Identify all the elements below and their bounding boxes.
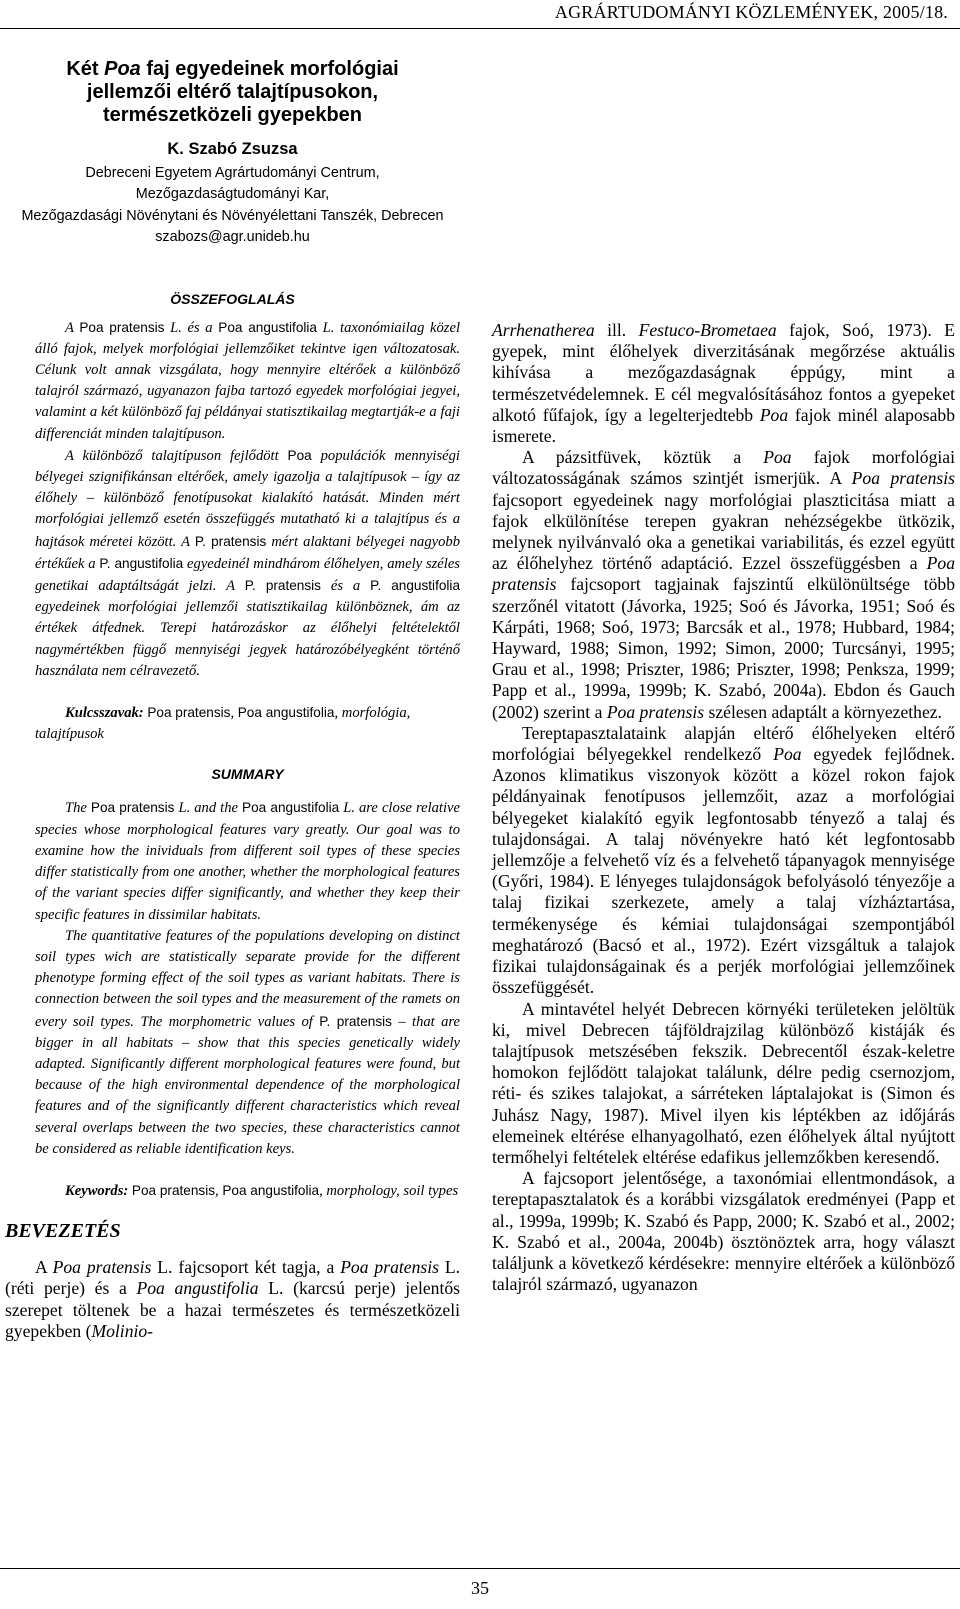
intro-heading: BEVEZETÉS — [5, 1220, 121, 1243]
affiliation-line: Mezőgazdasági Növénytani és Növényélettani Tanszék, Debrecen — [21, 207, 444, 224]
species-name: Poa pratensis — [851, 468, 955, 489]
taxon-name: Arrhenatherea — [492, 320, 595, 340]
species-name: P. pratensis — [194, 533, 267, 549]
body-paragraph: A fajcsoport jelentősége, a taxonómiai ellentmondások, a tereptapasztalatok és a korábbi vizsgálatok eredményei (Papp et al., 1999a, 1999b; K. Szabó és Papp, 2000; K. Szabó et al., 2002; K. Szabó et al., 2004a, 2004b) ösztönöztek arra, hogy választ találjunk a következő kérdésekre: mennyire eltérőek a különböző talajról származó, ugyanazon — [492, 1168, 955, 1295]
title-text: faj egyedeinek morfológiai — [140, 58, 399, 80]
abstract-text: egyedeinél mindhárom élőhelyen, amely széles genetikai adaptáltságát jelzi. A — [35, 555, 460, 595]
summary-text: The — [65, 800, 91, 817]
summary-text: L. and the — [174, 800, 243, 817]
abstract-text: A különböző talajtípuson fejlődött — [65, 447, 288, 464]
taxon-name: Poa — [759, 404, 789, 425]
email-link[interactable]: szabozs@agr.unideb.hu — [155, 229, 310, 246]
species-name: Poa pratensis — [340, 1257, 439, 1278]
species-name: Poa angustifolia — [242, 800, 340, 816]
affiliation-line: Mezőgazdaságtudományi Kar, — [135, 186, 330, 203]
body-text: szélesen adaptált a környezethez. — [704, 701, 942, 722]
species-name: P. pratensis — [244, 578, 321, 594]
taxon-name: Molinio- — [91, 1320, 154, 1341]
summary-text: L. are close relative species whose morphological features vary greatly. Our goal was to examine how the inividuals from different soil types of these species differ statistically from one another, whether the morphological features of the variant species differ significantly, and whether they keep their specific features in dissimilar habitats. — [35, 800, 460, 923]
left-column — [5, 58, 460, 1342]
species-name: Poa pratensis — [90, 800, 175, 816]
abstract-text: populációk mennyiségi bélyegei szignifikánsan eltérőek, amely igazolja a talajtípusok – így az élőhely – különböző fenotípusokat kialakító hatását. Minden mért morfológiai jellemző esetén összefüggés mutatható ki a talajtípus és a hajtások méretei között. A — [35, 447, 460, 550]
keywords-label: Kulcsszavak: — [65, 705, 144, 722]
author-name: K. Szabó Zsuzsa — [167, 140, 298, 158]
keyword-sep: , — [230, 705, 238, 722]
right-column — [492, 320, 955, 1295]
body-text: egyedek fejlődnek. Azonos klimatikus viszonyok között a közel rokon fajok példányainak fenotípusos jellemzőit, azaz a morfológiai bélyegeket kialakító egyik legfontosabb tényező a talaj és tulajdonságai. A talaj növényekre ható két legfontosabb jellemzője a felvehető víz és a felvehető tápanyagok mennyisége (Győri, 1984). E lényeges tulajdonságok befolyásoló tényezője a talaj fizikai szerkezete, amely a talaj vízháztartása, termékenysége és kémiai tulajdonságai szempontjából meghatározó (Bacsó et al., 1972). Ezért vizsgáltuk a talajok fizikai tulajdonságainak és a perjék morfológiai jellemzőinek összefüggését. — [492, 744, 955, 998]
keyword-sep: , — [215, 1182, 223, 1199]
body-text: fajok morfológiai változatosságának számos szintjét ismerjük. A — [492, 447, 955, 489]
species-name: Poa — [287, 447, 312, 463]
keywords-label: Keywords: — [65, 1182, 129, 1199]
body-text: A pázsitfüvek, köztük a — [522, 447, 764, 468]
journal-header: AGRÁRTUDOMÁNYI KÖZLEMÉNYEK, 2005/18. — [554, 2, 948, 22]
species-name: Poa pratensis — [492, 553, 955, 595]
species-name: Poa pratensis — [52, 1257, 152, 1278]
body-text: fajok, Soó, 1973). E gyepek, mint élőhelyek diverzitásának megőrzése aktuális kihívása a mezőgazdaságnak éppúgy, mint a természetvédelemnek. E cél megvalósításához fontos a gyepeket alkotó fűfajok, így a legelterjedtebb — [492, 320, 955, 425]
header-divider — [0, 28, 960, 29]
abstract-heading: ÖSSZEFOGLALÁS — [170, 290, 295, 307]
article-title — [5, 58, 460, 127]
body-paragraph — [492, 447, 955, 723]
species-name: P. pratensis — [319, 1013, 392, 1029]
abstract-text: mért alaktani bélyegei nagyobb értékűek a — [35, 533, 460, 572]
intro-text: L. (karcsú perje) jelentős szerepet töltenek be a hazai természetes és természetközeli gyepekben ( — [5, 1278, 460, 1341]
abstract-text: A — [65, 319, 80, 336]
affiliation — [5, 163, 460, 249]
keyword: , morfológia, talajtípusok — [35, 705, 411, 743]
keyword: Poa pratensis — [147, 705, 231, 721]
title-line-3: természetközeli gyepekben — [103, 104, 362, 126]
body-text: Tereptapasztalataink alapján eltérő élőhelyeken eltérő morfológiai bélyegekkel rendelkező — [492, 722, 955, 765]
body-text: ill. — [594, 320, 639, 340]
body-text: fajcsoport tagjainak fajszintű elkülönültsége több szerzőnél vitatott (Jávorka, 1925; Soó és Jávorka, 1951; Soó és Kárpáti, 1968; Soó, 1973; Barcsák et al., 1978; Hubbard, 1984; Hayward, 1988; Simon, 1992; Simon, 2000; Turcsányi, 1995; Grau et al., 1998; Priszter, 1986; Priszter, 1998; Penksza, 1999; Papp et al., 1999a, 1999b; K. Szabó, 2004a). Ebdon és Gauch (2002) szerint a — [492, 574, 955, 722]
body-paragraph — [492, 723, 955, 999]
abstract-text: L. és a — [164, 319, 219, 336]
summary-text: The quantitative features of the populations developing on distinct soil types wich are statistically separate provide for the different phenotype forming effect of the soil types as variant habitats. There is connection between the soil types and the measurement of the ramets on every soil types. The morphometric values of — [35, 927, 460, 1030]
intro-text: L. fajcsoport két tagja, a — [151, 1257, 341, 1278]
abstract-text: és a — [320, 578, 371, 595]
species-name: Poa pratensis — [79, 319, 165, 335]
footer-divider — [0, 1568, 960, 1569]
title-genus: Poa — [104, 58, 141, 80]
species-name: P. angustifolia — [99, 555, 184, 571]
body-paragraph: A mintavétel helyét Debrecen környéki területeken jelöltük ki, mivel Debrecen tájföldrajzilag különböző kistáják és talajtípusok metszésében fekszik. Debrecentől észak-keletre homokon fejlődött talajokat találunk, délre pedig csernozjom, réti- és szikes talajokat, a sárréteken láptalajokat is (Simon és Juhász Nagy, 1987). Mivel ilyen kis léptékben az időjárás elemeinek eltérése elhanyagolható, ezen élőhelyek által nyújtott termőhelyi feltételek eltérése edafikus jellemzőkben keresendő. — [492, 998, 955, 1167]
abstract-text: egyedeinek morfológiai jellemzői statisztikailag különböznek, ám az értékek átfednek. Terepi határozáskor az élőhelyi feltételektől nagymértékben függő mennyiségi jegyek határozóbélyegként történő használata nem célravezető. — [35, 599, 460, 679]
keyword: Poa angustifolia — [222, 1182, 320, 1198]
intro-text: L. (réti perje) és a — [5, 1257, 460, 1299]
species-name: Poa pratensis — [606, 701, 705, 722]
summary-heading: SUMMARY — [211, 766, 284, 783]
keyword: Poa angustifolia — [237, 705, 335, 721]
title-line-2: jellemzői eltérő talajtípusokon, — [86, 81, 379, 103]
taxon-name: Poa — [763, 447, 792, 468]
taxon-name: Festuco-Brometaea — [638, 320, 777, 340]
body-text: fajok minél alaposabb ismerete. — [492, 404, 956, 447]
keyword: Poa pratensis — [131, 1182, 216, 1198]
taxon-name: Poa — [773, 744, 802, 765]
page-number: 35 — [471, 1578, 489, 1598]
species-name: P. angustifolia — [370, 578, 461, 594]
keyword: , morphology, soil types — [319, 1182, 459, 1199]
body-paragraph — [492, 320, 955, 447]
summary-text: – that are bigger in all habitats – show that this species genetically widely adapted. Significantly different morphological features were found, but because of the high environmental dependence of the morphological features and of the significantly different characteristics which reveal several overlaps between the two species, these characteristics cannot be considered as reliable identification keys. — [35, 1013, 461, 1157]
species-name: Poa angustifolia — [218, 319, 317, 335]
abstract-en — [35, 797, 460, 1159]
body-text: fajcsoport egyedeinek nagy morfológiai plaszticitása miatt a fajok elkülönítése terepen gyakran nehézségekbe ütközik, melynek nyilvánvaló oka a genetikai variabilitás, és ezzel együtt az élőhelyhez történő adaptáció. Ezzel összefüggésben a — [492, 489, 955, 574]
keywords-en — [35, 1180, 460, 1202]
title-text: Két — [66, 58, 105, 80]
affiliation-line: Debreceni Egyetem Agrártudományi Centrum, — [85, 165, 380, 181]
abstract-text: L. taxonómiailag közel álló fajok, melyek morfológiai jellemzőiket tekintve igen változatosak. Célunk volt annak vizsgálata, hogy mennyire eltérőek a különböző talajról származó, ugyanazon fajba tartozó egyedek morfológiai jegyei, valamint a két különböző faj példányai statisztikailag megtartják-e a faji differenciát minden talajtípuson. — [35, 319, 461, 442]
intro-paragraph — [5, 1257, 460, 1342]
abstract-hu — [35, 317, 460, 682]
keywords-hu — [35, 702, 460, 745]
intro-text: A — [35, 1257, 53, 1278]
species-name: Poa angustifolia — [136, 1278, 259, 1299]
